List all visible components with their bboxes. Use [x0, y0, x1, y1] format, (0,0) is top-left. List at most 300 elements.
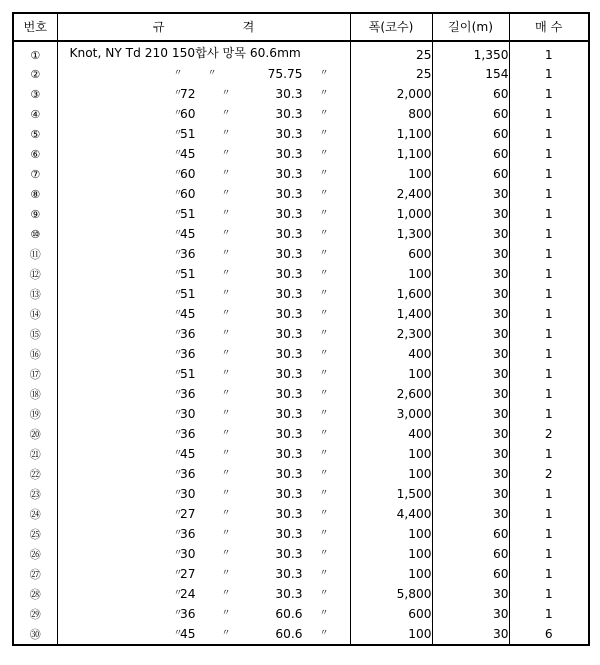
ply-value: 51 — [179, 266, 196, 281]
ditto-mark: 〃 — [221, 488, 231, 499]
length-cell: 60 — [432, 164, 509, 184]
ditto-mark: 〃 — [173, 628, 183, 639]
ply-value: 27 — [179, 566, 196, 581]
ply-value: 51 — [179, 286, 196, 301]
ply-value: 60 — [179, 186, 196, 201]
ditto-mark: 〃 — [221, 568, 231, 579]
mesh-value: 30.3 — [275, 506, 303, 521]
mesh-value: 30.3 — [275, 526, 303, 541]
length-cell: 30 — [432, 504, 509, 524]
spec-cell — [57, 41, 350, 64]
width-cell: 25 — [350, 41, 432, 64]
spec-cell — [57, 424, 350, 444]
width-cell: 100 — [350, 264, 432, 284]
table-row — [13, 204, 589, 224]
row-number: ㉔ — [13, 504, 57, 524]
width-cell: 100 — [350, 364, 432, 384]
count-cell: 1 — [509, 84, 589, 104]
ditto-mark: 〃 — [173, 448, 183, 459]
mesh-value: 30.3 — [275, 206, 303, 221]
ditto-mark: 〃 — [173, 188, 183, 199]
width-cell: 800 — [350, 104, 432, 124]
length-cell: 60 — [432, 524, 509, 544]
spec-cell — [57, 464, 350, 484]
ditto-mark: 〃 — [221, 368, 231, 379]
width-cell: 5,800 — [350, 584, 432, 604]
length-cell: 1,350 — [432, 41, 509, 64]
row-number: ㉖ — [13, 544, 57, 564]
ditto-mark: 〃 — [319, 568, 329, 579]
count-cell: 2 — [509, 464, 589, 484]
ditto-mark: 〃 — [319, 288, 329, 299]
count-cell: 1 — [509, 344, 589, 364]
ply-value: 36 — [179, 386, 196, 401]
ditto-mark: 〃 — [319, 628, 329, 639]
ditto-mark: 〃 — [221, 628, 231, 639]
spec-cell — [57, 544, 350, 564]
mesh-value: 30.3 — [275, 186, 303, 201]
ply-value: 51 — [179, 366, 196, 381]
table-row — [13, 104, 589, 124]
row-number: ⑤ — [13, 124, 57, 144]
count-cell: 1 — [509, 184, 589, 204]
table-row — [13, 404, 589, 424]
ditto-mark: 〃 — [221, 288, 231, 299]
mesh-value: 30.3 — [275, 266, 303, 281]
mesh-value: 30.3 — [275, 446, 303, 461]
ditto-mark: 〃 — [319, 488, 329, 499]
row-number: ⑥ — [13, 144, 57, 164]
ditto-mark: 〃 — [173, 288, 183, 299]
ply-value: 36 — [179, 346, 196, 361]
ply-value: 51 — [179, 206, 196, 221]
width-cell: 1,500 — [350, 484, 432, 504]
ditto-mark: 〃 — [221, 88, 231, 99]
length-cell: 60 — [432, 104, 509, 124]
count-cell: 1 — [509, 41, 589, 64]
ditto-mark: 〃 — [221, 128, 231, 139]
ditto-mark: 〃 — [173, 268, 183, 279]
spec-cell — [57, 104, 350, 124]
ditto-mark: 〃 — [173, 208, 183, 219]
ditto-mark: 〃 — [173, 328, 183, 339]
ditto-mark: 〃 — [221, 588, 231, 599]
ditto-mark: 〃 — [221, 408, 231, 419]
count-cell: 1 — [509, 124, 589, 144]
width-cell: 100 — [350, 444, 432, 464]
row-number: ㉗ — [13, 564, 57, 584]
ditto-mark: 〃 — [319, 108, 329, 119]
row-number: ⑫ — [13, 264, 57, 284]
row-number: ㉙ — [13, 604, 57, 624]
table-row — [13, 41, 589, 64]
header-width: 폭(코수) — [350, 13, 432, 41]
spec-cell — [57, 384, 350, 404]
width-cell: 1,300 — [350, 224, 432, 244]
width-cell: 100 — [350, 524, 432, 544]
ditto-mark: 〃 — [173, 108, 183, 119]
width-cell: 100 — [350, 564, 432, 584]
ply-value: 45 — [179, 306, 196, 321]
length-cell: 30 — [432, 584, 509, 604]
ditto-mark: 〃 — [319, 268, 329, 279]
ditto-mark: 〃 — [173, 508, 183, 519]
ditto-mark: 〃 — [173, 488, 183, 499]
row-number: ⑨ — [13, 204, 57, 224]
ditto-mark: 〃 — [173, 348, 183, 359]
ditto-mark: 〃 — [221, 308, 231, 319]
row-number: ⑦ — [13, 164, 57, 184]
count-cell: 1 — [509, 284, 589, 304]
table-row — [13, 364, 589, 384]
length-cell: 30 — [432, 284, 509, 304]
header-count: 매 수 — [509, 13, 589, 41]
width-cell: 1,100 — [350, 144, 432, 164]
table-row — [13, 264, 589, 284]
spec-text: Knot, NY Td 210 150합사 망목 60.6mm — [69, 45, 301, 60]
table-row — [13, 144, 589, 164]
ditto-mark: 〃 — [221, 248, 231, 259]
count-cell: 1 — [509, 404, 589, 424]
mesh-value: 30.3 — [275, 146, 303, 161]
table-row — [13, 484, 589, 504]
ply-value: 36 — [179, 426, 196, 441]
count-cell: 1 — [509, 304, 589, 324]
row-number: ⑧ — [13, 184, 57, 204]
ply-value: 30 — [179, 486, 196, 501]
width-cell: 600 — [350, 244, 432, 264]
spec-cell — [57, 204, 350, 224]
count-cell: 1 — [509, 164, 589, 184]
length-cell: 60 — [432, 544, 509, 564]
spec-cell — [57, 304, 350, 324]
ply-value: 45 — [179, 226, 196, 241]
ditto-mark: 〃 — [319, 188, 329, 199]
table-row — [13, 164, 589, 184]
ditto-mark: 〃 — [319, 508, 329, 519]
header-no: 번호 — [13, 13, 57, 41]
length-cell: 154 — [432, 64, 509, 84]
table-row — [13, 64, 589, 84]
spec-cell — [57, 404, 350, 424]
count-cell: 1 — [509, 264, 589, 284]
ditto-mark: 〃 — [319, 208, 329, 219]
count-cell: 1 — [509, 564, 589, 584]
table-row — [13, 464, 589, 484]
ditto-mark: 〃 — [319, 528, 329, 539]
spec-cell — [57, 244, 350, 264]
ditto-mark: 〃 — [173, 308, 183, 319]
length-cell: 30 — [432, 424, 509, 444]
mesh-value: 30.3 — [275, 386, 303, 401]
table-row — [13, 504, 589, 524]
width-cell: 1,100 — [350, 124, 432, 144]
ditto-mark: 〃 — [319, 148, 329, 159]
length-cell: 30 — [432, 604, 509, 624]
ply-value: 36 — [179, 246, 196, 261]
length-cell: 60 — [432, 84, 509, 104]
width-cell: 400 — [350, 344, 432, 364]
ditto-mark: 〃 — [173, 168, 183, 179]
table-row — [13, 544, 589, 564]
count-cell: 1 — [509, 224, 589, 244]
ditto-mark: 〃 — [173, 148, 183, 159]
length-cell: 30 — [432, 464, 509, 484]
width-cell: 100 — [350, 624, 432, 645]
table-row — [13, 184, 589, 204]
length-cell: 30 — [432, 264, 509, 284]
ditto-mark: 〃 — [319, 608, 329, 619]
spec-cell — [57, 324, 350, 344]
length-cell: 30 — [432, 224, 509, 244]
ditto-mark: 〃 — [221, 148, 231, 159]
ditto-mark: 〃 — [173, 588, 183, 599]
mesh-value: 30.3 — [275, 286, 303, 301]
ditto-mark: 〃 — [173, 428, 183, 439]
count-cell: 1 — [509, 64, 589, 84]
row-number: ② — [13, 64, 57, 84]
ditto-mark: 〃 — [173, 528, 183, 539]
row-number: ⑮ — [13, 324, 57, 344]
mesh-value: 30.3 — [275, 406, 303, 421]
spec-cell — [57, 564, 350, 584]
width-cell: 1,600 — [350, 284, 432, 304]
ditto-mark: 〃 — [173, 388, 183, 399]
mesh-value: 30.3 — [275, 586, 303, 601]
ditto-mark: 〃 — [221, 188, 231, 199]
row-number: ④ — [13, 104, 57, 124]
ply-value: 36 — [179, 526, 196, 541]
count-cell: 1 — [509, 444, 589, 464]
table-row — [13, 444, 589, 464]
spec-cell — [57, 624, 350, 645]
row-number: ㉕ — [13, 524, 57, 544]
table-row — [13, 384, 589, 404]
ditto-mark: 〃 — [173, 568, 183, 579]
mesh-value: 30.3 — [275, 246, 303, 261]
table-row — [13, 604, 589, 624]
ditto-mark: 〃 — [221, 228, 231, 239]
header-spec-1: 규 — [152, 19, 165, 34]
table-row — [13, 304, 589, 324]
ditto-mark: 〃 — [319, 168, 329, 179]
ditto-mark: 〃 — [319, 308, 329, 319]
spec-cell — [57, 124, 350, 144]
ditto-mark: 〃 — [221, 348, 231, 359]
row-number: ㉑ — [13, 444, 57, 464]
ditto-mark: 〃 — [173, 228, 183, 239]
spec-cell — [57, 164, 350, 184]
mesh-value: 30.3 — [275, 166, 303, 181]
length-cell: 30 — [432, 484, 509, 504]
ditto-mark: 〃 — [173, 408, 183, 419]
table-row — [13, 284, 589, 304]
width-cell: 400 — [350, 424, 432, 444]
count-cell: 1 — [509, 604, 589, 624]
ditto-mark: 〃 — [319, 448, 329, 459]
count-cell: 1 — [509, 504, 589, 524]
ply-value: 45 — [179, 146, 196, 161]
length-cell: 30 — [432, 404, 509, 424]
row-number: ⑳ — [13, 424, 57, 444]
ply-value: 60 — [179, 106, 196, 121]
row-number: ㉘ — [13, 584, 57, 604]
table-row — [13, 524, 589, 544]
mesh-value: 30.3 — [275, 86, 303, 101]
ditto-mark: 〃 — [221, 388, 231, 399]
ply-value: 36 — [179, 326, 196, 341]
table-row — [13, 124, 589, 144]
count-cell: 1 — [509, 104, 589, 124]
spec-cell — [57, 144, 350, 164]
count-cell: 1 — [509, 524, 589, 544]
spec-cell — [57, 264, 350, 284]
count-cell: 1 — [509, 144, 589, 164]
count-cell: 6 — [509, 624, 589, 645]
ply-value: 72 — [179, 86, 196, 101]
mesh-value: 30.3 — [275, 326, 303, 341]
row-number: ㉚ — [13, 624, 57, 645]
width-cell: 2,300 — [350, 324, 432, 344]
width-cell: 100 — [350, 464, 432, 484]
spec-cell — [57, 224, 350, 244]
spec-cell — [57, 524, 350, 544]
mesh-value: 75.75 — [267, 66, 303, 81]
ply-value: 27 — [179, 506, 196, 521]
mesh-value: 30.3 — [275, 546, 303, 561]
ditto-mark: 〃 — [221, 268, 231, 279]
row-number: ③ — [13, 84, 57, 104]
table-row — [13, 624, 589, 645]
mesh-value: 30.3 — [275, 306, 303, 321]
ply-value: 45 — [179, 626, 196, 641]
spec-cell — [57, 604, 350, 624]
ply-value: 36 — [179, 466, 196, 481]
length-cell: 30 — [432, 364, 509, 384]
table-row — [13, 324, 589, 344]
spec-cell — [57, 284, 350, 304]
mesh-value: 30.3 — [275, 486, 303, 501]
count-cell: 1 — [509, 244, 589, 264]
ply-value: 24 — [179, 586, 196, 601]
spec-cell — [57, 344, 350, 364]
ditto-mark: 〃 — [319, 328, 329, 339]
spec-cell — [57, 504, 350, 524]
row-number: ⑬ — [13, 284, 57, 304]
ditto-mark: 〃 — [319, 88, 329, 99]
count-cell: 1 — [509, 204, 589, 224]
length-cell: 30 — [432, 624, 509, 645]
row-number: ⑰ — [13, 364, 57, 384]
width-cell: 600 — [350, 604, 432, 624]
ditto-mark: 〃 — [319, 428, 329, 439]
ditto-mark: 〃 — [319, 588, 329, 599]
mesh-value: 30.3 — [275, 426, 303, 441]
table-row — [13, 424, 589, 444]
ditto-mark: 〃 — [221, 208, 231, 219]
count-cell: 1 — [509, 584, 589, 604]
length-cell: 30 — [432, 184, 509, 204]
ply-value: 51 — [179, 126, 196, 141]
mesh-value: 30.3 — [275, 366, 303, 381]
header-spec — [57, 13, 350, 41]
mesh-value: 30.3 — [275, 466, 303, 481]
ply-value: 36 — [179, 606, 196, 621]
ditto-mark: 〃 — [173, 248, 183, 259]
length-cell: 30 — [432, 324, 509, 344]
width-cell: 1,000 — [350, 204, 432, 224]
mesh-value: 60.6 — [275, 606, 303, 621]
count-cell: 1 — [509, 544, 589, 564]
length-cell: 30 — [432, 344, 509, 364]
mesh-value: 30.3 — [275, 226, 303, 241]
spec-cell — [57, 184, 350, 204]
ply-value: 30 — [179, 406, 196, 421]
width-cell: 3,000 — [350, 404, 432, 424]
mesh-value: 30.3 — [275, 566, 303, 581]
table-row — [13, 84, 589, 104]
ditto-mark: 〃 — [221, 448, 231, 459]
ply-value: 60 — [179, 166, 196, 181]
row-number: ⑪ — [13, 244, 57, 264]
ply-value: 45 — [179, 446, 196, 461]
ditto-mark: 〃 — [319, 68, 329, 79]
ditto-mark: 〃 — [221, 528, 231, 539]
ditto-mark: 〃 — [221, 508, 231, 519]
ditto-mark: 〃 — [319, 248, 329, 259]
length-cell: 60 — [432, 144, 509, 164]
row-number: ⑱ — [13, 384, 57, 404]
ditto-mark: 〃 — [319, 468, 329, 479]
spec-cell — [57, 484, 350, 504]
ditto-mark: 〃 — [173, 608, 183, 619]
width-cell: 2,600 — [350, 384, 432, 404]
count-cell: 1 — [509, 384, 589, 404]
row-number: ⑯ — [13, 344, 57, 364]
ditto-mark: 〃 — [173, 68, 183, 79]
table-row — [13, 344, 589, 364]
table-row — [13, 244, 589, 264]
width-cell: 4,400 — [350, 504, 432, 524]
mesh-value: 30.3 — [275, 346, 303, 361]
ditto-mark: 〃 — [173, 88, 183, 99]
ditto-mark: 〃 — [221, 108, 231, 119]
width-cell: 2,000 — [350, 84, 432, 104]
header-length: 길이(m) — [432, 13, 509, 41]
width-cell: 100 — [350, 164, 432, 184]
spec-table — [12, 12, 590, 646]
count-cell: 1 — [509, 484, 589, 504]
ditto-mark: 〃 — [207, 68, 217, 79]
row-number: ⑭ — [13, 304, 57, 324]
ditto-mark: 〃 — [221, 608, 231, 619]
header-spec-2: 격 — [242, 19, 255, 34]
length-cell: 30 — [432, 304, 509, 324]
ditto-mark: 〃 — [173, 128, 183, 139]
count-cell: 2 — [509, 424, 589, 444]
spec-cell — [57, 84, 350, 104]
ditto-mark: 〃 — [221, 548, 231, 559]
spec-cell — [57, 64, 350, 84]
ditto-mark: 〃 — [221, 328, 231, 339]
spec-cell — [57, 364, 350, 384]
length-cell: 60 — [432, 124, 509, 144]
spec-cell — [57, 444, 350, 464]
ditto-mark: 〃 — [221, 168, 231, 179]
count-cell: 1 — [509, 364, 589, 384]
width-cell: 2,400 — [350, 184, 432, 204]
ditto-mark: 〃 — [319, 388, 329, 399]
